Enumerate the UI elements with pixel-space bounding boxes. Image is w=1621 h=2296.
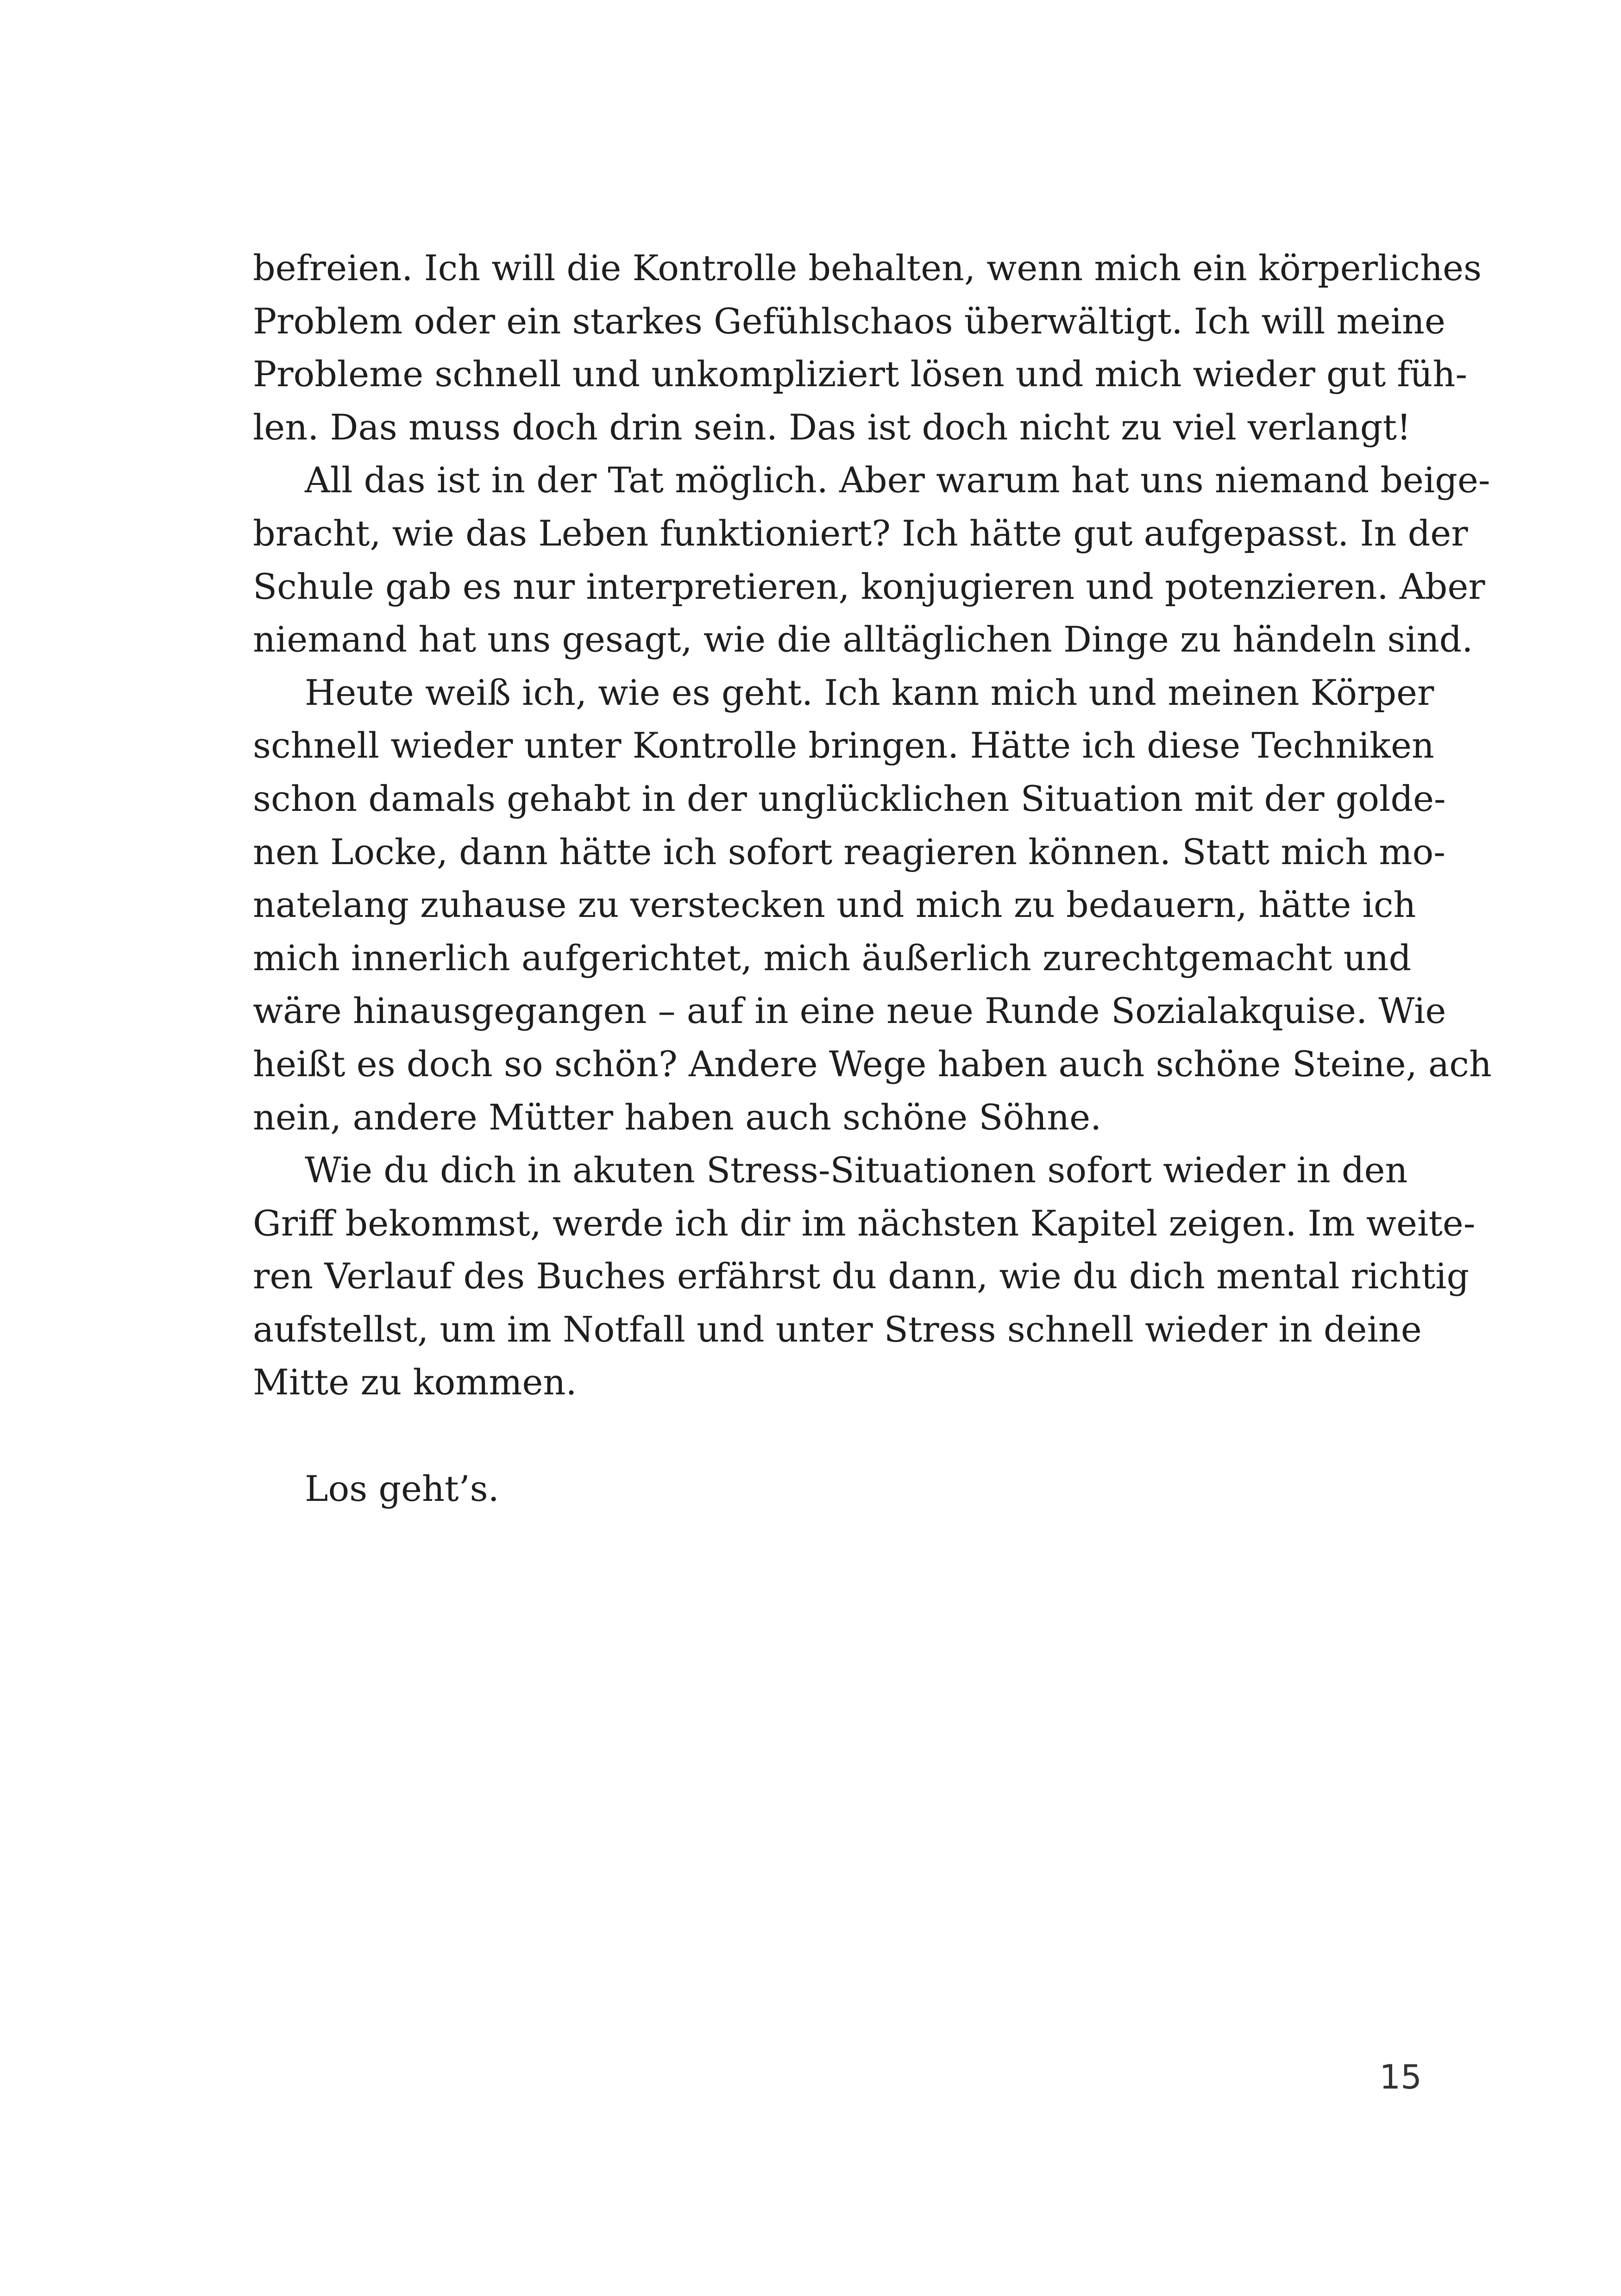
- text-line: schon damals gehabt in der unglücklichen Situation mit der golde-: [253, 778, 1446, 819]
- paragraph-3: [253, 666, 1492, 1144]
- text-line: Griff bekommst, werde ich dir im nächsten Kapitel zeigen. Im weite-: [253, 1202, 1476, 1244]
- text-line: Mitte zu kommen.: [253, 1361, 577, 1403]
- text-line: heißt es doch so schön? Andere Wege haben auch schöne Steine, ach: [253, 1043, 1492, 1085]
- closing-line: Los geht’s.: [305, 1468, 499, 1510]
- text-line: befreien. Ich will die Kontrolle behalten, wenn mich ein körperliches: [253, 247, 1482, 289]
- text-line: Wie du dich in akuten Stress-Situationen sofort wieder in den: [305, 1149, 1408, 1191]
- text-line: bracht, wie das Leben funktioniert? Ich hätte gut aufgepasst. In der: [253, 512, 1468, 554]
- text-line: ren Verlauf des Buches erfährst du dann, wie du dich mental richtig: [253, 1255, 1470, 1297]
- text-line: niemand hat uns gesagt, wie die alltäglichen Dinge zu händeln sind.: [253, 619, 1473, 660]
- paragraph-4: [253, 1144, 1476, 1409]
- text-line: mich innerlich aufgerichtet, mich äußerlich zurechtgemacht und: [253, 937, 1412, 979]
- text-line: Problem oder ein starkes Gefühlschaos überwältigt. Ich will meine: [253, 300, 1445, 342]
- text-line: natelang zuhause zu verstecken und mich zu bedauern, hätte ich: [253, 884, 1416, 926]
- page-number: 15: [1379, 2058, 1422, 2096]
- text-line: aufstellst, um im Notfall und unter Stress schnell wieder in deine: [253, 1308, 1422, 1350]
- paragraph-1: [253, 242, 1482, 454]
- text-line: len. Das muss doch drin sein. Das ist doch nicht zu viel verlangt!: [253, 406, 1411, 448]
- text-line: nein, andere Mütter haben auch schöne Söhne.: [253, 1096, 1102, 1138]
- text-line: nen Locke, dann hätte ich sofort reagieren können. Statt mich mo-: [253, 831, 1445, 872]
- paragraph-2: [253, 454, 1490, 666]
- body-text: [253, 242, 1492, 1516]
- text-line: Heute weiß ich, wie es geht. Ich kann mich und meinen Körper: [305, 671, 1434, 713]
- text-line: schnell wieder unter Kontrolle bringen. Hätte ich diese Techniken: [253, 725, 1434, 766]
- text-line: Probleme schnell und unkompliziert lösen und mich wieder gut füh-: [253, 353, 1467, 395]
- text-line: Schule gab es nur interpretieren, konjugieren und potenzieren. Aber: [253, 565, 1485, 607]
- text-line: All das ist in der Tat möglich. Aber warum hat uns niemand beige-: [305, 459, 1490, 501]
- text-line: wäre hinausgegangen – auf in eine neue Runde Sozialakquise. Wie: [253, 990, 1446, 1032]
- paragraph-spacer: [253, 1409, 1401, 1462]
